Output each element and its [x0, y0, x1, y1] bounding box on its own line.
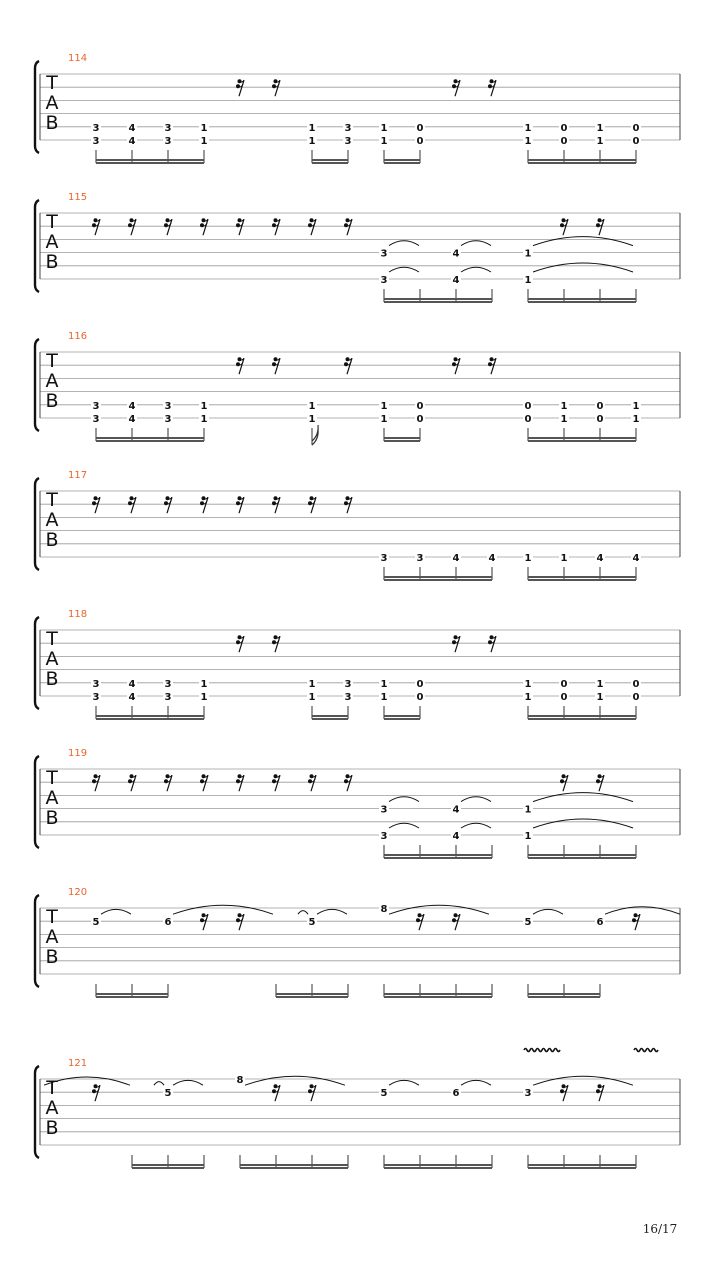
- measure-number: 117: [68, 470, 88, 481]
- fret-number: 3: [380, 804, 388, 816]
- fret-number: 3: [92, 414, 100, 425]
- fret-number: 3: [164, 692, 172, 703]
- system-bracket: [35, 478, 39, 570]
- tab-clef-letter: B: [45, 112, 59, 134]
- fret-number: 6: [596, 917, 604, 929]
- sixteenth-rest: [596, 1084, 604, 1101]
- sixteenth-rest: [272, 496, 280, 513]
- fret-number: 0: [632, 692, 640, 703]
- sixteenth-rest: [488, 357, 496, 374]
- tie-slur: [533, 909, 563, 914]
- sixteenth-rest: [452, 913, 460, 930]
- sixteenth-rest: [272, 774, 280, 791]
- fret-number: 6: [164, 917, 172, 929]
- sixteenth-rest: [560, 218, 568, 235]
- tie-slur: [389, 823, 419, 828]
- tab-clef-letter: A: [45, 231, 59, 253]
- tie-slur: [173, 1080, 203, 1085]
- measure-number: 120: [68, 887, 88, 898]
- tab-clef-letter: B: [45, 807, 59, 829]
- sixteenth-rest: [236, 218, 244, 235]
- tab-clef-letter: T: [46, 1077, 58, 1099]
- sixteenth-rest: [92, 496, 100, 513]
- fret-number: 1: [524, 831, 532, 842]
- sixteenth-rest: [308, 496, 316, 513]
- vibrato-mark: [524, 1049, 560, 1052]
- tab-clef-letter: A: [45, 648, 59, 670]
- sixteenth-rest: [488, 635, 496, 652]
- fret-number: 5: [164, 1088, 172, 1100]
- sixteenth-rest: [128, 218, 136, 235]
- sixteenth-rest: [416, 913, 424, 930]
- fret-number: 3: [380, 553, 388, 564]
- fret-number: 1: [524, 275, 532, 286]
- sixteenth-rest: [200, 774, 208, 791]
- sixteenth-rest: [92, 218, 100, 235]
- tab-system-117: [35, 470, 680, 580]
- fret-number: 1: [380, 678, 388, 690]
- sixteenth-rest: [344, 496, 352, 513]
- sixteenth-rest: [236, 774, 244, 791]
- tie-slur: [154, 1082, 164, 1086]
- tab-clef-letter: B: [45, 251, 59, 273]
- measure-number: 119: [68, 748, 88, 759]
- sixteenth-rest: [308, 774, 316, 791]
- fret-number: 0: [632, 122, 640, 134]
- sixteenth-rest: [272, 635, 280, 652]
- fret-number: 1: [200, 414, 208, 425]
- fret-number: 3: [380, 275, 388, 286]
- fret-number: 3: [92, 400, 100, 412]
- tie-slur: [461, 1080, 491, 1085]
- sixteenth-rest: [560, 1084, 568, 1101]
- fret-number: 1: [308, 400, 316, 412]
- fret-number: 0: [416, 122, 424, 134]
- sixteenth-rest: [128, 774, 136, 791]
- tab-clef-letter: T: [46, 350, 58, 372]
- fret-number: 1: [308, 414, 316, 425]
- tie-slur: [245, 1076, 345, 1085]
- fret-number: 6: [452, 1088, 460, 1100]
- tie-slur: [533, 237, 633, 246]
- fret-number: 3: [380, 248, 388, 260]
- fret-number: 4: [632, 553, 640, 564]
- fret-number: 1: [632, 400, 640, 412]
- fret-number: 3: [416, 553, 424, 564]
- sixteenth-rest: [164, 774, 172, 791]
- fret-number: 0: [560, 678, 568, 690]
- tab-clef-letter: B: [45, 529, 59, 551]
- tie-slur: [533, 793, 633, 802]
- tab-clef-letter: T: [46, 906, 58, 928]
- fret-number: 3: [164, 136, 172, 147]
- tab-clef-letter: A: [45, 787, 59, 809]
- fret-number: 3: [92, 692, 100, 703]
- sixteenth-rest: [164, 496, 172, 513]
- fret-number: 1: [200, 400, 208, 412]
- tie-slur: [389, 797, 419, 802]
- fret-number: 0: [560, 692, 568, 703]
- sixteenth-rest: [488, 79, 496, 96]
- fret-number: 4: [452, 553, 460, 564]
- tie-slur: [461, 797, 491, 802]
- fret-number: 1: [380, 414, 388, 425]
- sixteenth-rest: [344, 774, 352, 791]
- sixteenth-rest: [560, 774, 568, 791]
- fret-number: 4: [488, 553, 496, 564]
- tab-clef-letter: B: [45, 390, 59, 412]
- sixteenth-rest: [236, 79, 244, 96]
- fret-number: 1: [560, 553, 568, 564]
- sixteenth-rest: [92, 774, 100, 791]
- tie-slur: [389, 267, 419, 272]
- fret-number: 1: [524, 678, 532, 690]
- fret-number: 4: [596, 553, 604, 564]
- fret-number: 1: [380, 692, 388, 703]
- sixteenth-rest: [452, 635, 460, 652]
- tie-slur: [533, 819, 633, 828]
- tie-slur: [461, 267, 491, 272]
- fret-number: 0: [524, 400, 532, 412]
- fret-number: 0: [524, 414, 532, 425]
- sixteenth-rest: [92, 1084, 100, 1101]
- fret-number: 4: [128, 678, 136, 690]
- fret-number: 1: [560, 400, 568, 412]
- fret-number: 3: [344, 136, 352, 147]
- fret-number: 0: [560, 122, 568, 134]
- sixteenth-rest: [272, 1084, 280, 1101]
- tie-slur: [461, 241, 491, 246]
- tie-slur: [389, 1080, 419, 1085]
- fret-number: 0: [416, 414, 424, 425]
- tab-system-121: [35, 1049, 680, 1169]
- system-bracket: [35, 617, 39, 709]
- system-bracket: [35, 339, 39, 431]
- tab-system-115: [35, 192, 680, 302]
- sixteenth-rest: [236, 635, 244, 652]
- fret-number: 1: [524, 553, 532, 564]
- tab-clef-letter: B: [45, 946, 59, 968]
- fret-number: 1: [524, 692, 532, 703]
- fret-number: 1: [524, 804, 532, 816]
- fret-number: 4: [128, 692, 136, 703]
- fret-number: 1: [560, 414, 568, 425]
- tie-slur: [389, 905, 489, 914]
- tie-slur: [298, 911, 308, 915]
- sixteenth-rest: [128, 496, 136, 513]
- fret-number: 5: [308, 917, 316, 929]
- fret-number: 0: [596, 400, 604, 412]
- fret-number: 4: [452, 275, 460, 286]
- system-bracket: [35, 61, 39, 153]
- fret-number: 1: [524, 122, 532, 134]
- tab-system-118: [35, 609, 680, 719]
- fret-number: 5: [380, 1088, 388, 1100]
- fret-number: 3: [92, 122, 100, 134]
- fret-number: 3: [92, 136, 100, 147]
- fret-number: 3: [164, 414, 172, 425]
- sixteenth-rest: [452, 357, 460, 374]
- measure-number: 118: [68, 609, 88, 620]
- tab-clef-letter: A: [45, 926, 59, 948]
- sixteenth-rest: [344, 357, 352, 374]
- tab-clef-letter: B: [45, 668, 59, 690]
- fret-number: 4: [452, 248, 460, 260]
- sixteenth-rest: [344, 218, 352, 235]
- sixteenth-rest: [272, 357, 280, 374]
- fret-number: 0: [560, 136, 568, 147]
- fret-number: 0: [632, 136, 640, 147]
- fret-number: 0: [416, 692, 424, 703]
- vibrato-mark: [634, 1049, 658, 1052]
- fret-number: 4: [128, 122, 136, 134]
- fret-number: 0: [632, 678, 640, 690]
- fret-number: 5: [524, 917, 532, 929]
- sixteenth-rest: [308, 218, 316, 235]
- measure-number: 115: [68, 192, 88, 203]
- sixteenth-rest: [236, 496, 244, 513]
- tab-clef-letter: T: [46, 767, 58, 789]
- fret-number: 3: [92, 678, 100, 690]
- fret-number: 3: [524, 1088, 532, 1100]
- tab-clef-letter: T: [46, 72, 58, 94]
- fret-number: 8: [236, 1075, 244, 1086]
- fret-number: 1: [308, 122, 316, 134]
- tie-slur: [533, 263, 633, 272]
- fret-number: 4: [128, 400, 136, 412]
- fret-number: 3: [344, 692, 352, 703]
- tab-clef-letter: A: [45, 509, 59, 531]
- tab-clef-letter: A: [45, 1097, 59, 1119]
- tab-clef-letter: B: [45, 1117, 59, 1139]
- tab-clef-letter: A: [45, 92, 59, 114]
- fret-number: 4: [128, 414, 136, 425]
- fret-number: 1: [200, 678, 208, 690]
- fret-number: 0: [416, 678, 424, 690]
- measure-number: 114: [68, 53, 88, 64]
- fret-number: 5: [92, 917, 100, 929]
- page-number: 16/17: [642, 1222, 678, 1236]
- sixteenth-rest: [200, 913, 208, 930]
- fret-number: 1: [380, 136, 388, 147]
- sixteenth-rest: [236, 913, 244, 930]
- fret-number: 1: [200, 692, 208, 703]
- tab-clef-letter: A: [45, 370, 59, 392]
- fret-number: 3: [380, 831, 388, 842]
- fret-number: 0: [596, 414, 604, 425]
- sixteenth-rest: [308, 1084, 316, 1101]
- fret-number: 0: [416, 400, 424, 412]
- fret-number: 3: [164, 400, 172, 412]
- fret-number: 1: [380, 400, 388, 412]
- tie-slur: [101, 909, 131, 914]
- fret-number: 4: [452, 831, 460, 842]
- fret-number: 0: [416, 136, 424, 147]
- fret-number: 1: [596, 122, 604, 134]
- fret-number: 3: [344, 122, 352, 134]
- fret-number: 3: [164, 122, 172, 134]
- tie-slur: [461, 823, 491, 828]
- sixteenth-rest: [596, 774, 604, 791]
- tab-clef-letter: T: [46, 211, 58, 233]
- fret-number: 1: [632, 414, 640, 425]
- sixteenth-rest: [236, 357, 244, 374]
- fret-number: 1: [308, 692, 316, 703]
- tab-system-119: [35, 748, 680, 858]
- sixteenth-rest: [596, 218, 604, 235]
- sixteenth-rest: [164, 218, 172, 235]
- fret-number: 1: [200, 136, 208, 147]
- sixteenth-rest: [632, 913, 640, 930]
- system-bracket: [35, 895, 39, 987]
- system-bracket: [35, 200, 39, 292]
- tab-system-120: [35, 887, 680, 997]
- tab-clef-letter: T: [46, 489, 58, 511]
- sixteenth-rest: [200, 496, 208, 513]
- tie-slur: [533, 1076, 633, 1085]
- fret-number: 1: [524, 136, 532, 147]
- tie-slur: [173, 905, 273, 914]
- fret-number: 3: [344, 678, 352, 690]
- fret-number: 1: [380, 122, 388, 134]
- sixteenth-rest: [452, 79, 460, 96]
- fret-number: 1: [596, 678, 604, 690]
- fret-number: 1: [200, 122, 208, 134]
- fret-number: 3: [164, 678, 172, 690]
- measure-number: 121: [68, 1058, 88, 1069]
- measure-number: 116: [68, 331, 88, 342]
- tab-system-116: [35, 331, 680, 445]
- system-bracket: [35, 756, 39, 848]
- fret-number: 4: [128, 136, 136, 147]
- tie-slur: [317, 909, 347, 914]
- fret-number: 1: [308, 136, 316, 147]
- fret-number: 4: [452, 804, 460, 816]
- sixteenth-rest: [272, 79, 280, 96]
- fret-number: 1: [596, 692, 604, 703]
- sixteenth-rest: [200, 218, 208, 235]
- fret-number: 8: [380, 904, 388, 915]
- fret-number: 1: [596, 136, 604, 147]
- tie-slur: [389, 241, 419, 246]
- tab-system-114: [35, 53, 680, 163]
- tab-clef-letter: T: [46, 628, 58, 650]
- system-bracket: [35, 1066, 39, 1158]
- sixteenth-rest: [272, 218, 280, 235]
- fret-number: 1: [524, 248, 532, 260]
- fret-number: 1: [308, 678, 316, 690]
